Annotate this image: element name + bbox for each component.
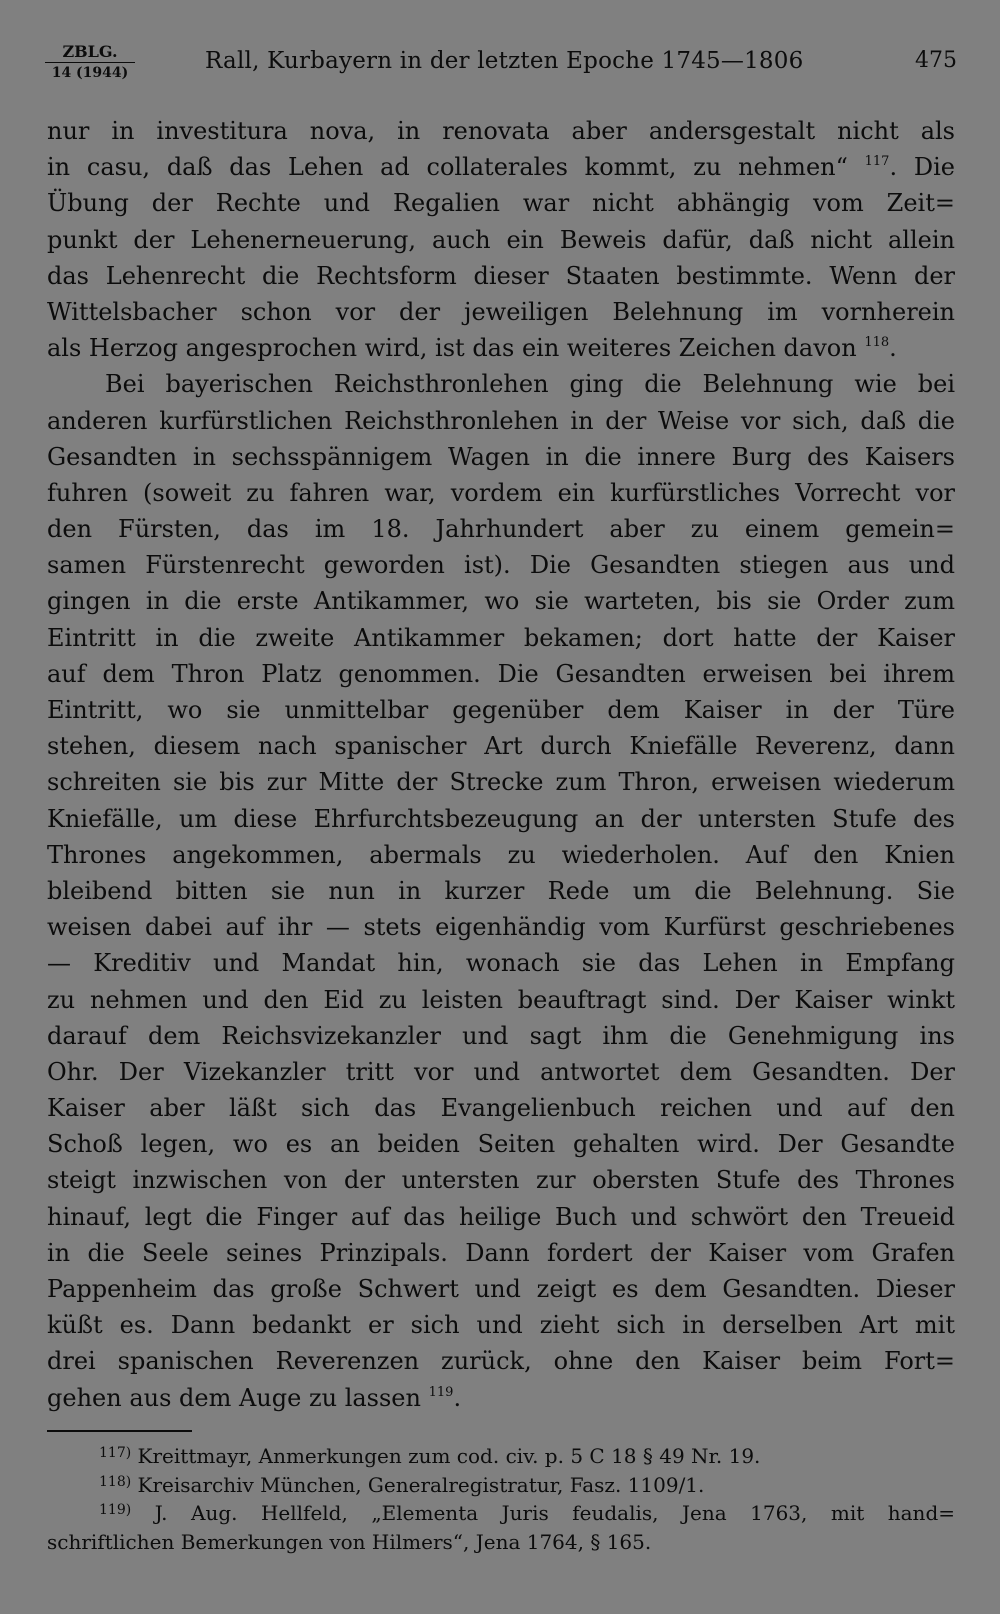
text-line: Gesandten in sechsspännigem Wagen in die innere Burg des Kaisers xyxy=(47,442,955,471)
footnotes xyxy=(47,1442,955,1556)
text-line: darauf dem Reichsvizekanzler und sagt ihm die Genehmigung ins xyxy=(47,1021,955,1050)
text-line: fuhren (soweit zu fahren war, vordem ein kurfürstliches Vorrecht vor xyxy=(47,478,955,507)
text-line: nur in investitura nova, in renovata aber andersgestalt nicht als xyxy=(47,117,955,145)
text-line: Eintritt in die zweite Antikammer bekamen; dort hatte der Kaiser xyxy=(47,623,955,652)
text-line: stehen, diesem nach spanischer Art durch Kniefälle Reverenz, dann xyxy=(47,732,955,761)
text-line: bleibend bitten sie nun in kurzer Rede um die Belehnung. Sie xyxy=(47,876,955,905)
text-line: auf dem Thron Platz genommen. Die Gesandten erweisen bei ihrem xyxy=(47,659,955,688)
text-line: Thrones angekommen, abermals zu wiederholen. Auf den Knien xyxy=(47,840,955,869)
page-number: 475 xyxy=(915,48,957,73)
text-line: gehen aus dem Auge zu lassen $^{119}$. xyxy=(47,1383,462,1412)
footnote-number: 117) xyxy=(99,1445,132,1461)
text-line: den Fürsten, das im 18. Jahrhundert aber zu einem gemein= xyxy=(47,515,955,544)
footnote-line: $^{117)}$ Kreittmayr, Anmerkungen zum cod. civ. p. 5 C 18 § 49 Nr. 19. xyxy=(99,1444,761,1468)
footnote-line: $^{119)}$ J. Aug. Hellfeld, „Elementa Juris feudalis, Jena 1763, mit hand= xyxy=(99,1501,956,1525)
text-line: das Lehenrecht die Rechtsform dieser Staaten bestimmte. Wenn der xyxy=(47,261,955,290)
text-line: steigt inzwischen von der untersten zur obersten Stufe des Thrones xyxy=(47,1166,955,1195)
text-line: in casu, daß das Lehen ad collaterales kommt, zu nehmen“ $^{117}$. Die xyxy=(47,153,955,182)
page-header xyxy=(45,44,957,88)
text-line: drei spanischen Reverenzen zurück, ohne den Kaiser beim Fort= xyxy=(47,1347,955,1376)
text-line: Eintritt, wo sie unmittelbar gegenüber dem Kaiser in der Türe xyxy=(47,696,955,724)
footnote-line: $^{118)}$ Kreisarchiv München, Generalregistratur, Fasz. 1109/1. xyxy=(99,1472,705,1497)
text-line: — Kreditiv und Mandat hin, wonach sie das Lehen in Empfang xyxy=(47,949,955,978)
footnote-reference: 119 xyxy=(428,1384,454,1400)
text-line: Kniefälle, um diese Ehrfurchtsbezeugung an der untersten Stufe des xyxy=(47,804,955,833)
text-line: Ohr. Der Vizekanzler tritt vor und antwortet dem Gesandten. Der xyxy=(47,1057,955,1086)
text-line: gingen in die erste Antikammer, wo sie warteten, bis sie Order zum xyxy=(47,587,955,616)
text-line: Schoß legen, wo es an beiden Seiten gehalten wird. Der Gesandte xyxy=(47,1130,955,1159)
text-line: schreiten sie bis zur Mitte der Strecke zum Thron, erweisen wiederum xyxy=(47,768,955,797)
footnote-number: 118) xyxy=(99,1473,132,1490)
text-line: hinauf, legt die Finger auf das heilige Buch und schwört den Treueid xyxy=(47,1202,955,1231)
text-line: anderen kurfürstlichen Reichsthronlehen in der Weise vor sich, daß die xyxy=(47,406,955,435)
footnote-reference: 118 xyxy=(864,335,890,351)
journal-abbreviation: ZBLG. xyxy=(45,44,135,63)
text-line: Pappenheim das große Schwert und zeigt es dem Gesandten. Dieser xyxy=(47,1275,955,1303)
footnote-reference: 117 xyxy=(864,154,890,170)
text-line: Übung der Rechte und Regalien war nicht abhängig vom Zeit= xyxy=(47,189,955,218)
running-title: Rall, Kurbayern in der letzten Epoche 1745—1806 xyxy=(205,48,804,74)
text-line: Bei bayerischen Reichsthronlehen ging die Belehnung wie bei xyxy=(105,370,955,399)
text-line: punkt der Lehenerneuerung, auch ein Beweis dafür, daß nicht allein xyxy=(47,225,955,254)
footnote-separator xyxy=(47,1430,192,1432)
footnote-number: 119) xyxy=(99,1502,132,1518)
text-line: samen Fürstenrecht geworden ist). Die Gesandten stiegen aus und xyxy=(47,551,955,580)
footnote-line: schriftlichen Bemerkungen von Hilmers“, Jena 1764, § 165. xyxy=(47,1529,652,1554)
journal-volume: 14 (1944) xyxy=(51,65,129,81)
text-line: in die Seele seines Prinzipals. Dann fordert der Kaiser vom Grafen xyxy=(47,1238,955,1267)
text-line: küßt es. Dann bedankt er sich und zieht sich in derselben Art mit xyxy=(47,1311,955,1340)
text-line: Kaiser aber läßt sich das Evangelienbuch reichen und auf den xyxy=(47,1094,955,1123)
text-line: Wittelsbacher schon vor der jeweiligen Belehnung im vornherein xyxy=(47,297,955,326)
text-line: als Herzog angesprochen wird, ist das ein weiteres Zeichen davon $^{118}$. xyxy=(47,334,897,363)
text-line: zu nehmen und den Eid zu leisten beauftragt sind. Der Kaiser winkt xyxy=(47,985,955,1014)
main-text xyxy=(47,113,955,1416)
text-line: weisen dabei auf ihr — stets eigenhändig vom Kurfürst geschriebenes xyxy=(47,913,955,942)
journal-reference xyxy=(45,44,135,80)
